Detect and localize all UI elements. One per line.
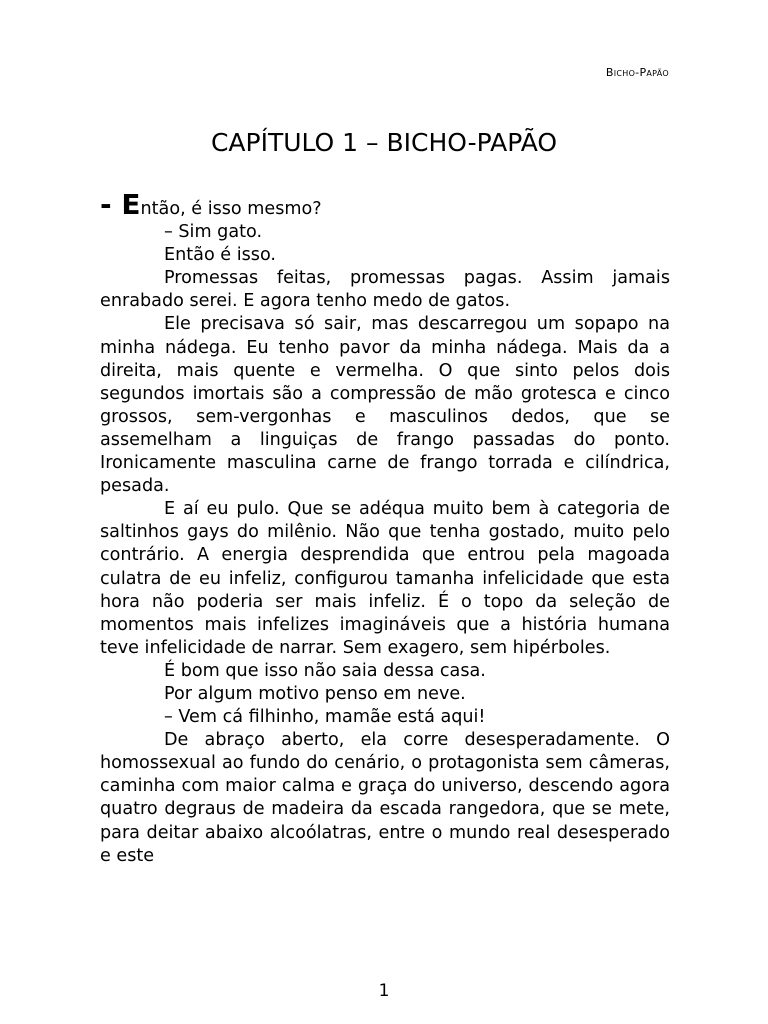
running-header: Bicho-Papão [605, 66, 669, 79]
paragraph: E aí eu pulo. Que se adéqua muito bem à categoria de saltinhos gays do milênio. Não que tenha gostado, muito pelo contrário. A energia desprendida que entrou pela magoada culatra de eu infeliz, configurou tamanha infelicidade que esta hora não poderia ser mais infeliz. É o topo da seleção de momentos mais infelizes imagináveis que a história humana teve infelicidade de narrar. Sem exagero, sem hipérboles. [100, 499, 670, 658]
paragraph: É bom que isso não saia dessa casa. [164, 660, 486, 681]
dropcap: - E [100, 188, 141, 221]
paragraph: Promessas feitas, promessas pagas. Assim jamais enrabado serei. E agora tenho medo de gatos. [100, 268, 670, 312]
first-paragraph [100, 188, 670, 221]
paragraph: Então é isso. [164, 245, 276, 266]
paragraph: De abraço aberto, ela corre desesperadamente. O homossexual ao fundo do cenário, o protagonista sem câmeras, caminha com maior calma e graça do universo, descendo agora quatro degraus de madeira da escada rangedora, que se mete, para deitar abaixo alcoólatras, entre o mundo real desesperado e este [100, 730, 670, 866]
paragraph: Ele precisava só sair, mas descarregou um sopapo na minha nádega. Eu tenho pavor da minha nádega. Mais da a direita, mais quente e vermelha. O que sinto pelos dois segundos imortais são a compressão de mão grotesca e cinco grossos, sem-vergonhas e masculinos dedos, que se assemelham a linguiças de frango passadas do ponto. Ironicamente masculina carne de frango torrada e cilíndrica, pesada. [100, 314, 670, 497]
first-paragraph-text: ntão, é isso mesmo? [140, 199, 322, 219]
paragraph: Por algum motivo penso em neve. [164, 683, 466, 704]
page-number: 1 [378, 981, 390, 1001]
chapter-body [100, 188, 670, 868]
paragraph: – Vem cá filhinho, mamãe está aqui! [164, 707, 486, 728]
chapter-title: CAPÍTULO 1 – BICHO-PAPÃO [210, 128, 558, 157]
paragraph: – Sim gato. [164, 222, 263, 243]
